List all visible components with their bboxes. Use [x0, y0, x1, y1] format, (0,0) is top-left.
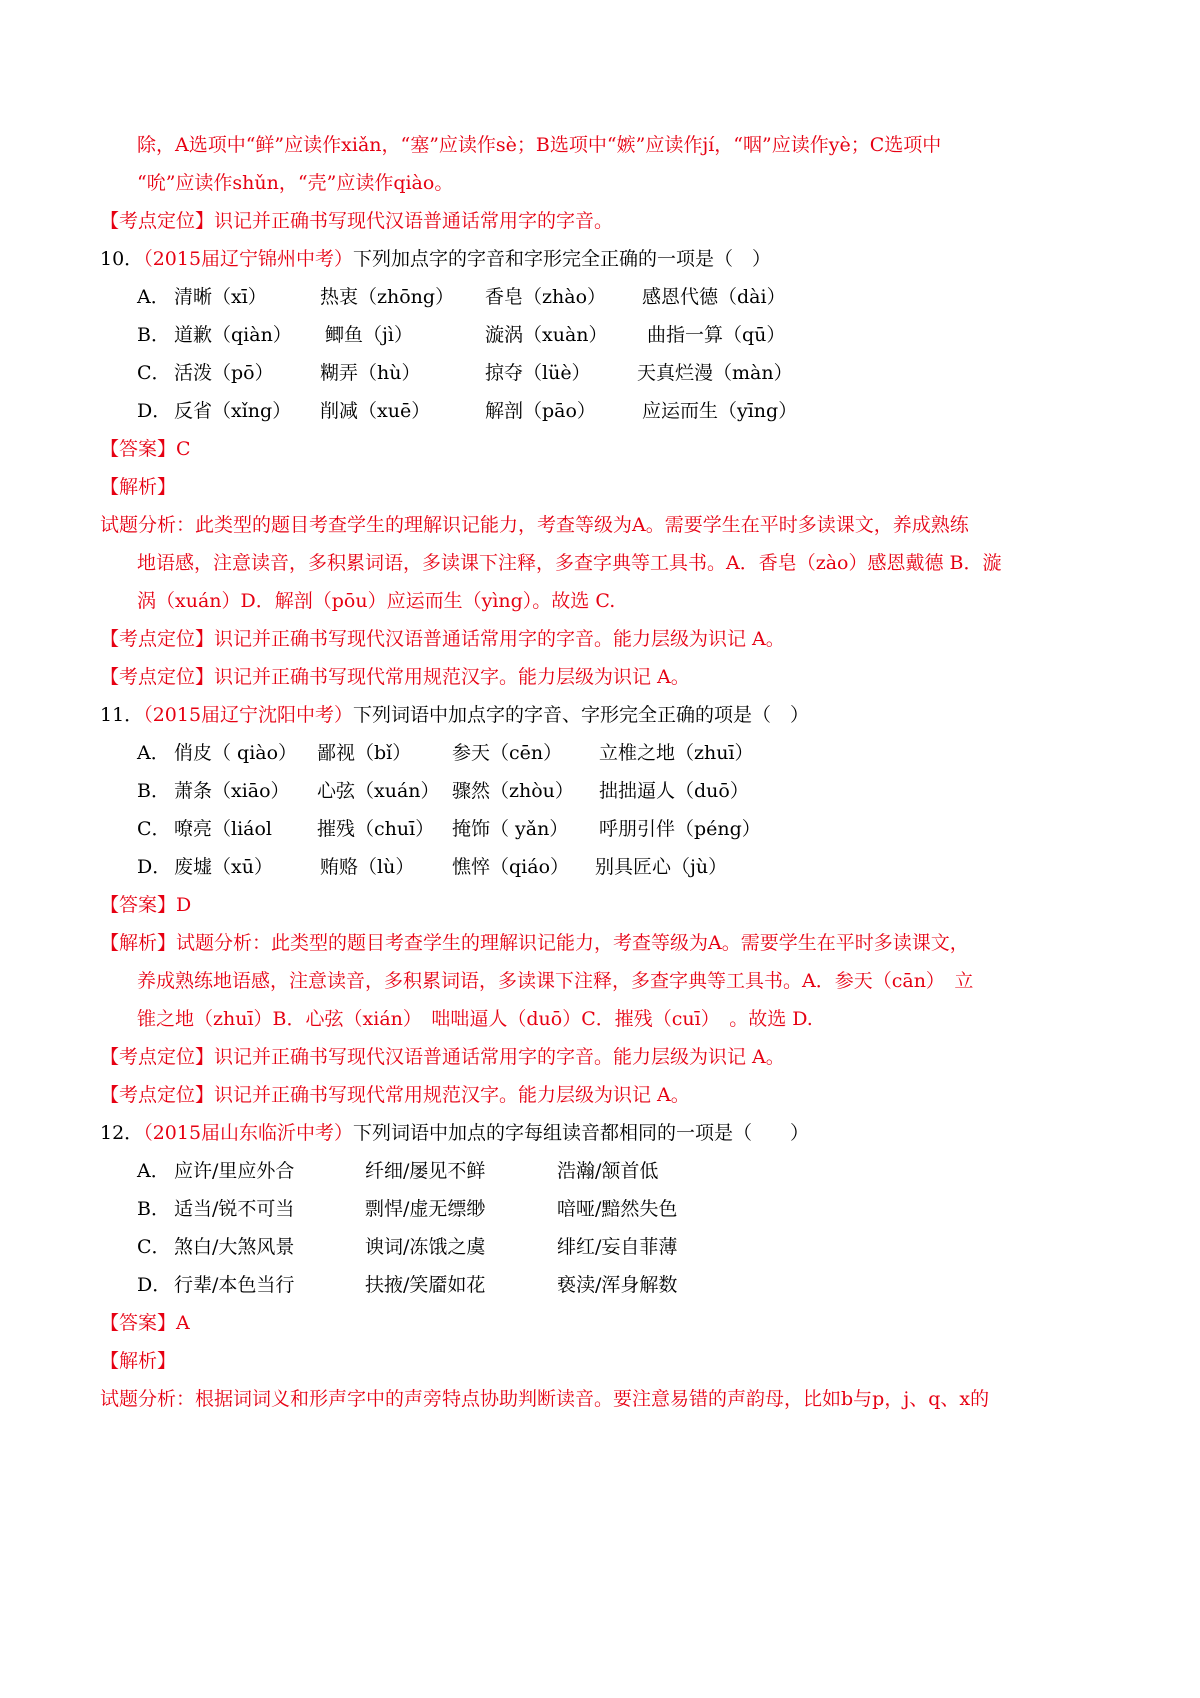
option-item: 心弦（xuán） [317, 780, 440, 802]
q10-kaodian-2 [100, 662, 690, 692]
option-letter: B． [137, 780, 170, 802]
q11-answer [100, 890, 191, 920]
option-item: 萧条（xiāo） [174, 780, 290, 802]
question-10-stem [100, 244, 771, 274]
kaodian-text: 识记并正确书写现代常用规范汉字。能力层级为识记 A。 [214, 1084, 690, 1106]
question-text: 下列词语中加点字的字音、字形完全正确的项是（ ） [353, 704, 810, 726]
q11-analysis-line-3: 锥之地（zhuī）B．心弦（xián） 咄咄逼人（duō）C．摧残（cuī） 。故选 D. [137, 1008, 813, 1030]
answer-value: D [176, 894, 192, 916]
option-item: 俏皮（ qiào） [174, 742, 298, 764]
kaodian-label: 【考点定位】 [100, 1046, 215, 1068]
option-item: 清晰（xī） [174, 286, 267, 308]
answer-label: 【答案】 [100, 894, 177, 916]
option-item: 扶掖/笑靥如花 [365, 1274, 486, 1296]
option-item: 骤然（zhòu） [452, 780, 574, 802]
q12-analysis-line-1: 试题分析：根据词词义和形声字中的声旁特点协助判断读音。要注意易错的声韵母，比如b与p，j、q、x的 [100, 1388, 990, 1410]
kaodian-text: 识记并正确书写现代汉语普通话常用字的字音。 [214, 210, 614, 232]
option-item: 煞白/大煞风景 [174, 1236, 295, 1258]
option-item: 感恩代德（dài） [642, 286, 786, 308]
q12-answer [100, 1308, 190, 1338]
option-item: 憔悴（qiáo） [452, 856, 570, 878]
q10-analysis-line-1: 试题分析：此类型的题目考查学生的理解识记能力，考查等级为A。需要学生在平时多读课文，养成熟练 [100, 514, 969, 536]
kaodian-text: 识记并正确书写现代汉语普通话常用字的字音。能力层级为识记 A。 [214, 628, 785, 650]
question-12-stem [100, 1118, 809, 1148]
q10-answer [100, 434, 191, 464]
option-item: 削减（xuē） [320, 400, 431, 422]
option-item: 贿赂（lù） [320, 856, 415, 878]
option-item: 谀词/冻饿之虞 [365, 1236, 486, 1258]
answer-label: 【答案】 [100, 1312, 177, 1334]
option-item: 活泼（pō） [174, 362, 274, 384]
option-letter: A． [137, 1160, 170, 1182]
kaodian-label: 【考点定位】 [100, 628, 215, 650]
kaodian-label: 【考点定位】 [100, 1084, 215, 1106]
prev-analysis-line-1: 除，A选项中“鲜”应读作xiǎn，“塞”应读作sè；B选项中“嫉”应读作jí，“咽”应读作yè；C选项中 [137, 134, 942, 156]
q12-jiexi-label: 【解析】 [100, 1350, 177, 1372]
option-item: 漩涡（xuàn） [485, 324, 608, 346]
option-item: 绯红/妄自菲薄 [557, 1236, 678, 1258]
option-item: 亵渎/浑身解数 [557, 1274, 678, 1296]
option-letter: C． [137, 362, 171, 384]
option-item: 香皂（zhào） [485, 286, 607, 308]
option-letter: D． [137, 1274, 172, 1296]
q10-kaodian-1 [100, 624, 785, 654]
question-number: 11． [100, 704, 144, 726]
q11-analysis-line-1 [100, 928, 969, 958]
answer-label: 【答案】 [100, 438, 177, 460]
option-item: 参天（cēn） [452, 742, 563, 764]
question-number: 12． [100, 1122, 144, 1144]
kaodian-text: 识记并正确书写现代汉语普通话常用字的字音。能力层级为识记 A。 [214, 1046, 785, 1068]
option-item: 鲫鱼（jì） [325, 324, 413, 346]
q11-kaodian-2 [100, 1080, 690, 1110]
option-letter: B． [137, 324, 170, 346]
option-item: 适当/锐不可当 [174, 1198, 295, 1220]
answer-value: C [176, 438, 191, 460]
q11-analysis-line-2: 养成熟练地语感，注意读音，多积累词语，多读课下注释，多查字典等工具书。A．参天（cān） 立 [137, 970, 974, 992]
option-item: 应许/里应外合 [174, 1160, 295, 1182]
option-item: 鄙视（bǐ） [317, 742, 412, 764]
q10-jiexi-label: 【解析】 [100, 476, 177, 498]
option-letter: C． [137, 1236, 171, 1258]
option-item: 别具匠心（jù） [595, 856, 728, 878]
option-letter: D． [137, 400, 172, 422]
analysis-text: 试题分析：此类型的题目考查学生的理解识记能力，考查等级为A。需要学生在平时多读课文， [176, 932, 969, 954]
option-item: 糊弄（hù） [320, 362, 421, 384]
option-item: 解剖（pāo） [485, 400, 596, 422]
option-item: 摧残（chuī） [317, 818, 435, 840]
option-item: 热衷（zhōng） [320, 286, 455, 308]
option-item: 纤细/屡见不鲜 [365, 1160, 486, 1182]
option-item: 喑哑/黯然失色 [557, 1198, 678, 1220]
question-text: 下列加点字的字音和字形完全正确的一项是（ ） [353, 248, 772, 270]
question-number: 10． [100, 248, 144, 270]
option-item: 掩饰（ yǎn） [452, 818, 569, 840]
option-item: 嘹亮（liáol [174, 818, 272, 840]
kaodian-text: 识记并正确书写现代常用规范汉字。能力层级为识记 A。 [214, 666, 690, 688]
option-item: 道歉（qiàn） [174, 324, 292, 346]
option-item: 反省（xǐng） [174, 400, 292, 422]
kaodian-label: 【考点定位】 [100, 666, 215, 688]
option-item: 掠夺（lüè） [485, 362, 591, 384]
option-letter: D． [137, 856, 172, 878]
option-item: 曲指一算（qū） [647, 324, 786, 346]
option-item: 拙拙逼人（duō） [599, 780, 749, 802]
answer-value: A [176, 1312, 190, 1334]
q10-analysis-line-2: 地语感，注意读音，多积累词语，多读课下注释，多查字典等工具书。A．香皂（zào）感恩戴德 B．漩 [137, 552, 1002, 574]
question-source: （2015届辽宁锦州中考） [143, 248, 354, 270]
option-letter: A． [137, 286, 170, 308]
kaodian-label: 【考点定位】 [100, 210, 215, 232]
question-source: （2015届辽宁沈阳中考） [143, 704, 354, 726]
option-item: 浩瀚/颔首低 [557, 1160, 659, 1182]
prev-analysis-line-2: “吮”应读作shǔn，“壳”应读作qiào。 [137, 172, 454, 194]
jiexi-label: 【解析】 [100, 932, 177, 954]
option-item: 剽悍/虚无缥缈 [365, 1198, 486, 1220]
prev-kaodian [100, 206, 613, 236]
option-item: 天真烂漫（màn） [637, 362, 793, 384]
option-item: 废墟（xū） [174, 856, 273, 878]
question-source: （2015届山东临沂中考） [143, 1122, 354, 1144]
option-letter: C． [137, 818, 171, 840]
option-letter: B． [137, 1198, 170, 1220]
q10-analysis-line-3: 涡（xuán）D．解剖（pōu）应运而生（yìng）。故选 C. [137, 590, 616, 612]
option-item: 呼朋引伴（péng） [599, 818, 761, 840]
q11-kaodian-1 [100, 1042, 785, 1072]
option-item: 立椎之地（zhuī） [599, 742, 754, 764]
option-item: 应运而生（yīng） [642, 400, 798, 422]
question-text: 下列词语中加点的字每组读音都相同的一项是（ ） [353, 1122, 810, 1144]
option-item: 行辈/本色当行 [174, 1274, 295, 1296]
option-letter: A． [137, 742, 170, 764]
question-11-stem [100, 700, 809, 730]
